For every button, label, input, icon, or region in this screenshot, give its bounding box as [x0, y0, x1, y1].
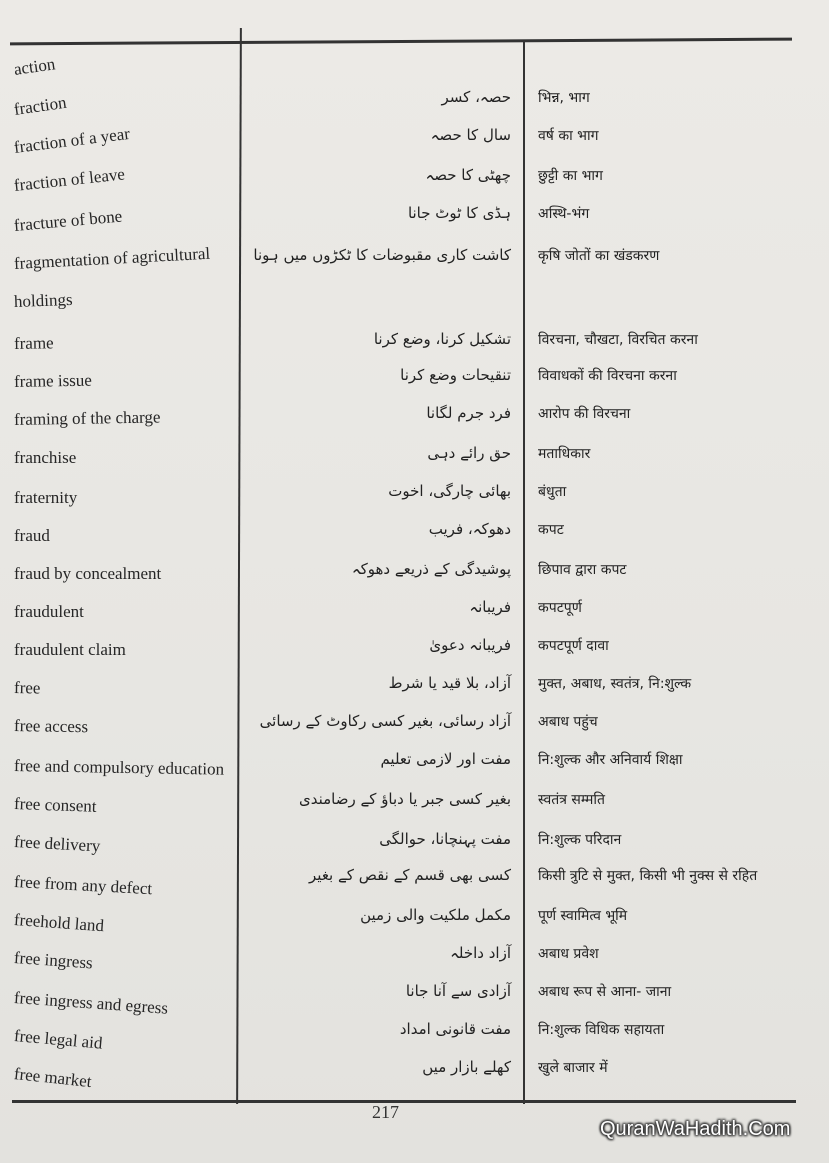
english-term: fragmentation of agricultural — [13, 243, 211, 273]
english-term: fraud by concealment — [14, 564, 162, 583]
urdu-translation: مفت اور لازمی تعلیم — [380, 750, 511, 768]
hindi-translation: स्वतंत्र सम्मति — [538, 792, 606, 808]
english-term: free — [13, 678, 41, 698]
hindi-translation: नि:शुल्क विधिक सहायता — [538, 1022, 665, 1038]
english-term: free consent — [13, 794, 97, 816]
english-term: fraction — [12, 92, 68, 119]
urdu-translation: مفت قانونی امداد — [399, 1020, 511, 1038]
hindi-translation: आरोप की विरचना — [538, 406, 631, 422]
hindi-translation: कृषि जोतों का खंडकरण — [538, 248, 660, 264]
hindi-translation: बंधुता — [538, 484, 567, 500]
top-rule — [10, 38, 792, 46]
urdu-translation: بھائی چارگی، اخوت — [388, 482, 511, 500]
hindi-translation: अस्थि-भंग — [538, 206, 590, 222]
urdu-translation: مکمل ملکیت والی زمین — [360, 906, 511, 924]
english-term: fraction of a year — [12, 123, 131, 157]
hindi-translation: भिन्न, भाग — [538, 90, 590, 106]
hindi-translation: कपटपूर्ण दावा — [538, 638, 609, 654]
hindi-translation: छुट्टी का भाग — [538, 168, 603, 184]
urdu-translation: دھوکہ، فریب — [428, 520, 511, 538]
hindi-translation: मताधिकार — [538, 446, 591, 462]
column-divider-right — [523, 40, 525, 1104]
english-term: free delivery — [13, 832, 101, 856]
english-term: fraudulent — [14, 602, 84, 621]
english-term: fracture of bone — [13, 206, 123, 235]
english-term: framing of the charge — [13, 407, 161, 429]
english-term: frame — [13, 333, 54, 353]
english-term: free ingress and egress — [13, 988, 169, 1018]
hindi-translation: कपट — [538, 522, 564, 538]
urdu-translation: تشکیل کرنا، وضع کرنا — [373, 330, 511, 348]
english-term: fraud — [14, 526, 50, 545]
english-term: free ingress — [13, 948, 94, 973]
hindi-translation: कपटपूर्ण — [538, 600, 582, 616]
urdu-translation: بغیر کسی جبر یا دباؤ کے رضامندی — [299, 790, 511, 808]
hindi-translation: विवाधकों की विरचना करना — [538, 368, 677, 384]
english-term: frame issue — [13, 370, 93, 391]
english-term: franchise — [14, 448, 77, 467]
hindi-translation: पूर्ण स्वामित्व भूमि — [538, 908, 628, 924]
english-term: fraction of leave — [12, 164, 126, 195]
english-term: free market — [13, 1064, 93, 1092]
urdu-translation: پوشیدگی کے ذریعے دھوکہ — [351, 560, 511, 578]
urdu-translation: کسی بھی قسم کے نقص کے بغیر — [309, 866, 511, 884]
english-term: free and compulsory education — [13, 756, 225, 779]
urdu-translation: آزاد، بلا قید یا شرط — [388, 674, 511, 692]
page-number: 217 — [372, 1102, 399, 1122]
urdu-translation: حق رائے دہی — [427, 444, 511, 462]
hindi-translation: नि:शुल्क परिदान — [538, 832, 622, 848]
bottom-rule — [12, 1100, 796, 1103]
hindi-translation: खुले बाजार में — [538, 1060, 608, 1076]
column-divider-left — [236, 28, 242, 1104]
english-term: holdings — [13, 289, 73, 311]
urdu-translation: کھلے بازار میں — [422, 1058, 511, 1076]
english-term: free from any defect — [13, 872, 153, 899]
english-term: freehold land — [13, 910, 105, 936]
hindi-translation: अबाध पहुंच — [538, 714, 598, 730]
hindi-translation: अबाध प्रवेश — [538, 946, 599, 962]
urdu-translation: سال کا حصہ — [430, 126, 511, 144]
hindi-translation: मुक्त, अबाध, स्वतंत्र, नि:शुल्क — [538, 676, 692, 692]
hindi-translation: विरचना, चौखटा, विरचित करना — [538, 332, 698, 348]
urdu-translation: فریبانہ دعویٰ — [429, 636, 511, 654]
hindi-translation: नि:शुल्क और अनिवार्य शिक्षा — [538, 752, 683, 768]
urdu-translation: آزاد داخلہ — [450, 944, 511, 962]
watermark: QuranWaHadith.Com — [600, 1118, 791, 1140]
urdu-translation: فریبانہ — [469, 598, 511, 616]
english-term: fraudulent claim — [14, 640, 126, 659]
hindi-translation: वर्ष का भाग — [538, 128, 599, 144]
urdu-translation: مفت پہنچانا، حوالگی — [379, 830, 511, 848]
hindi-translation: अबाध रूप से आना- जाना — [538, 984, 672, 1000]
urdu-translation: کاشت کاری مقبوضات کا ٹکڑوں میں ہونا — [253, 246, 511, 264]
english-term: free access — [13, 716, 89, 737]
urdu-translation: آزاد رسائی، بغیر کسی رکاوٹ کے رسائی — [259, 712, 511, 730]
english-term: free legal aid — [13, 1026, 104, 1053]
urdu-translation: ہڈی کا ٹوٹ جانا — [407, 204, 511, 222]
english-term: action — [12, 54, 57, 79]
urdu-translation: تنقیحات وضع کرنا — [400, 366, 511, 384]
urdu-translation: آزادی سے آنا جانا — [405, 982, 511, 1000]
english-term: fraternity — [14, 488, 78, 507]
urdu-translation: چھٹی کا حصہ — [425, 166, 511, 184]
urdu-translation: فرد جرم لگانا — [426, 404, 511, 422]
hindi-translation: किसी त्रुटि से मुक्त, किसी भी नुक्स से रहित — [538, 868, 758, 884]
hindi-translation: छिपाव द्वारा कपट — [538, 562, 627, 578]
urdu-translation: حصہ، کسر — [441, 88, 511, 106]
